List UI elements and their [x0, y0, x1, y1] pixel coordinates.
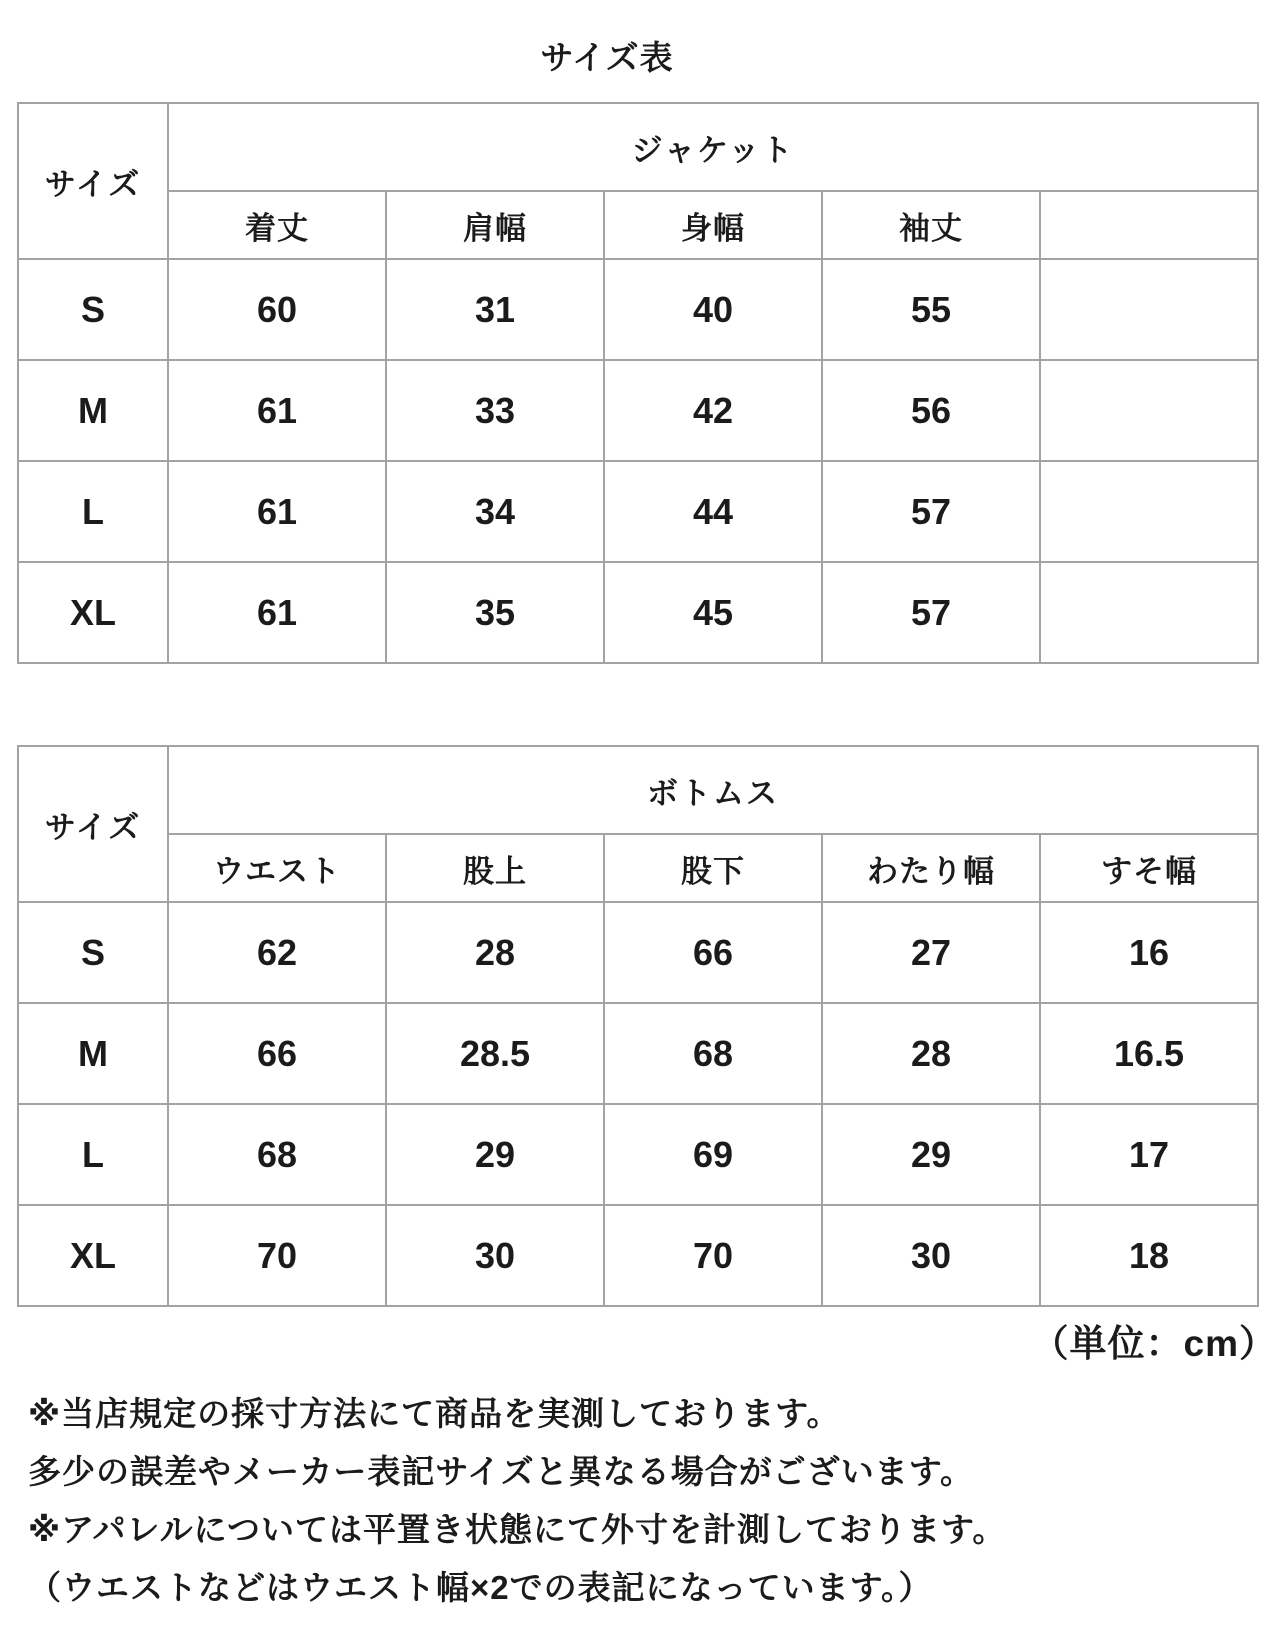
column-header: 股下 [604, 834, 822, 902]
value-cell: 42 [604, 360, 822, 461]
value-cell: 30 [822, 1205, 1040, 1306]
value-cell: 57 [822, 461, 1040, 562]
column-header: 袖丈 [822, 191, 1040, 259]
table-row [18, 902, 1258, 1003]
note-line: ※当店規定の採寸方法にて商品を実測しております。 [28, 1395, 841, 1432]
size-label-cell: L [18, 1104, 168, 1205]
value-cell: 45 [604, 562, 822, 663]
value-cell: 16.5 [1040, 1003, 1258, 1104]
value-cell: 55 [822, 259, 1040, 360]
table-row [18, 360, 1258, 461]
value-cell: 70 [604, 1205, 822, 1306]
column-header: ウエスト [168, 834, 386, 902]
notes-section [28, 1385, 1280, 1617]
table-row [18, 1104, 1258, 1205]
value-cell: 31 [386, 259, 604, 360]
value-cell-empty [1040, 259, 1258, 360]
value-cell: 70 [168, 1205, 386, 1306]
corner-header-size: サイズ [18, 746, 168, 902]
size-label-cell: XL [18, 562, 168, 663]
value-cell: 17 [1040, 1104, 1258, 1205]
value-cell: 28 [822, 1003, 1040, 1104]
column-header: 着丈 [168, 191, 386, 259]
note-line: 多少の誤差やメーカー表記サイズと異なる場合がございます。 [28, 1453, 975, 1490]
value-cell: 18 [1040, 1205, 1258, 1306]
column-header-empty [1040, 191, 1258, 259]
note-line: ※アパレルについては平置き状態にて外寸を計測しております。 [28, 1511, 1007, 1548]
note-line: （ウエストなどはウエスト幅×2での表記になっています。） [28, 1569, 933, 1606]
value-cell: 34 [386, 461, 604, 562]
value-cell: 56 [822, 360, 1040, 461]
value-cell: 28.5 [386, 1003, 604, 1104]
table-row [18, 1003, 1258, 1104]
value-cell: 68 [604, 1003, 822, 1104]
value-cell: 61 [168, 461, 386, 562]
column-header: 身幅 [604, 191, 822, 259]
size-label-cell: S [18, 259, 168, 360]
value-cell-empty [1040, 461, 1258, 562]
column-header: すそ幅 [1040, 834, 1258, 902]
group-header-jacket: ジャケット [168, 103, 1258, 191]
table-row [18, 191, 1258, 259]
page-title: サイズ表 [540, 39, 674, 76]
value-cell: 30 [386, 1205, 604, 1306]
jacket-size-table [17, 102, 1259, 664]
value-cell: 28 [386, 902, 604, 1003]
value-cell-empty [1040, 360, 1258, 461]
size-label-cell: XL [18, 1205, 168, 1306]
value-cell: 33 [386, 360, 604, 461]
value-cell: 69 [604, 1104, 822, 1205]
value-cell-empty [1040, 562, 1258, 663]
table-row [18, 461, 1258, 562]
value-cell: 35 [386, 562, 604, 663]
table-row [18, 103, 1258, 191]
value-cell: 40 [604, 259, 822, 360]
size-label-cell: L [18, 461, 168, 562]
unit-note: （単位：cm） [1031, 1323, 1277, 1364]
value-cell: 66 [604, 902, 822, 1003]
corner-header-size: サイズ [18, 103, 168, 259]
value-cell: 57 [822, 562, 1040, 663]
value-cell: 16 [1040, 902, 1258, 1003]
table-row [18, 746, 1258, 834]
value-cell: 62 [168, 902, 386, 1003]
value-cell: 29 [386, 1104, 604, 1205]
table-row [18, 1205, 1258, 1306]
value-cell: 61 [168, 562, 386, 663]
table-row [18, 259, 1258, 360]
value-cell: 29 [822, 1104, 1040, 1205]
size-label-cell: S [18, 902, 168, 1003]
column-header: 股上 [386, 834, 604, 902]
column-header: 肩幅 [386, 191, 604, 259]
value-cell: 27 [822, 902, 1040, 1003]
value-cell: 61 [168, 360, 386, 461]
table-row [18, 562, 1258, 663]
column-header: わたり幅 [822, 834, 1040, 902]
value-cell: 44 [604, 461, 822, 562]
table-row [18, 834, 1258, 902]
bottoms-size-table [17, 745, 1259, 1307]
value-cell: 66 [168, 1003, 386, 1104]
size-label-cell: M [18, 1003, 168, 1104]
value-cell: 60 [168, 259, 386, 360]
size-label-cell: M [18, 360, 168, 461]
value-cell: 68 [168, 1104, 386, 1205]
group-header-bottoms: ボトムス [168, 746, 1258, 834]
